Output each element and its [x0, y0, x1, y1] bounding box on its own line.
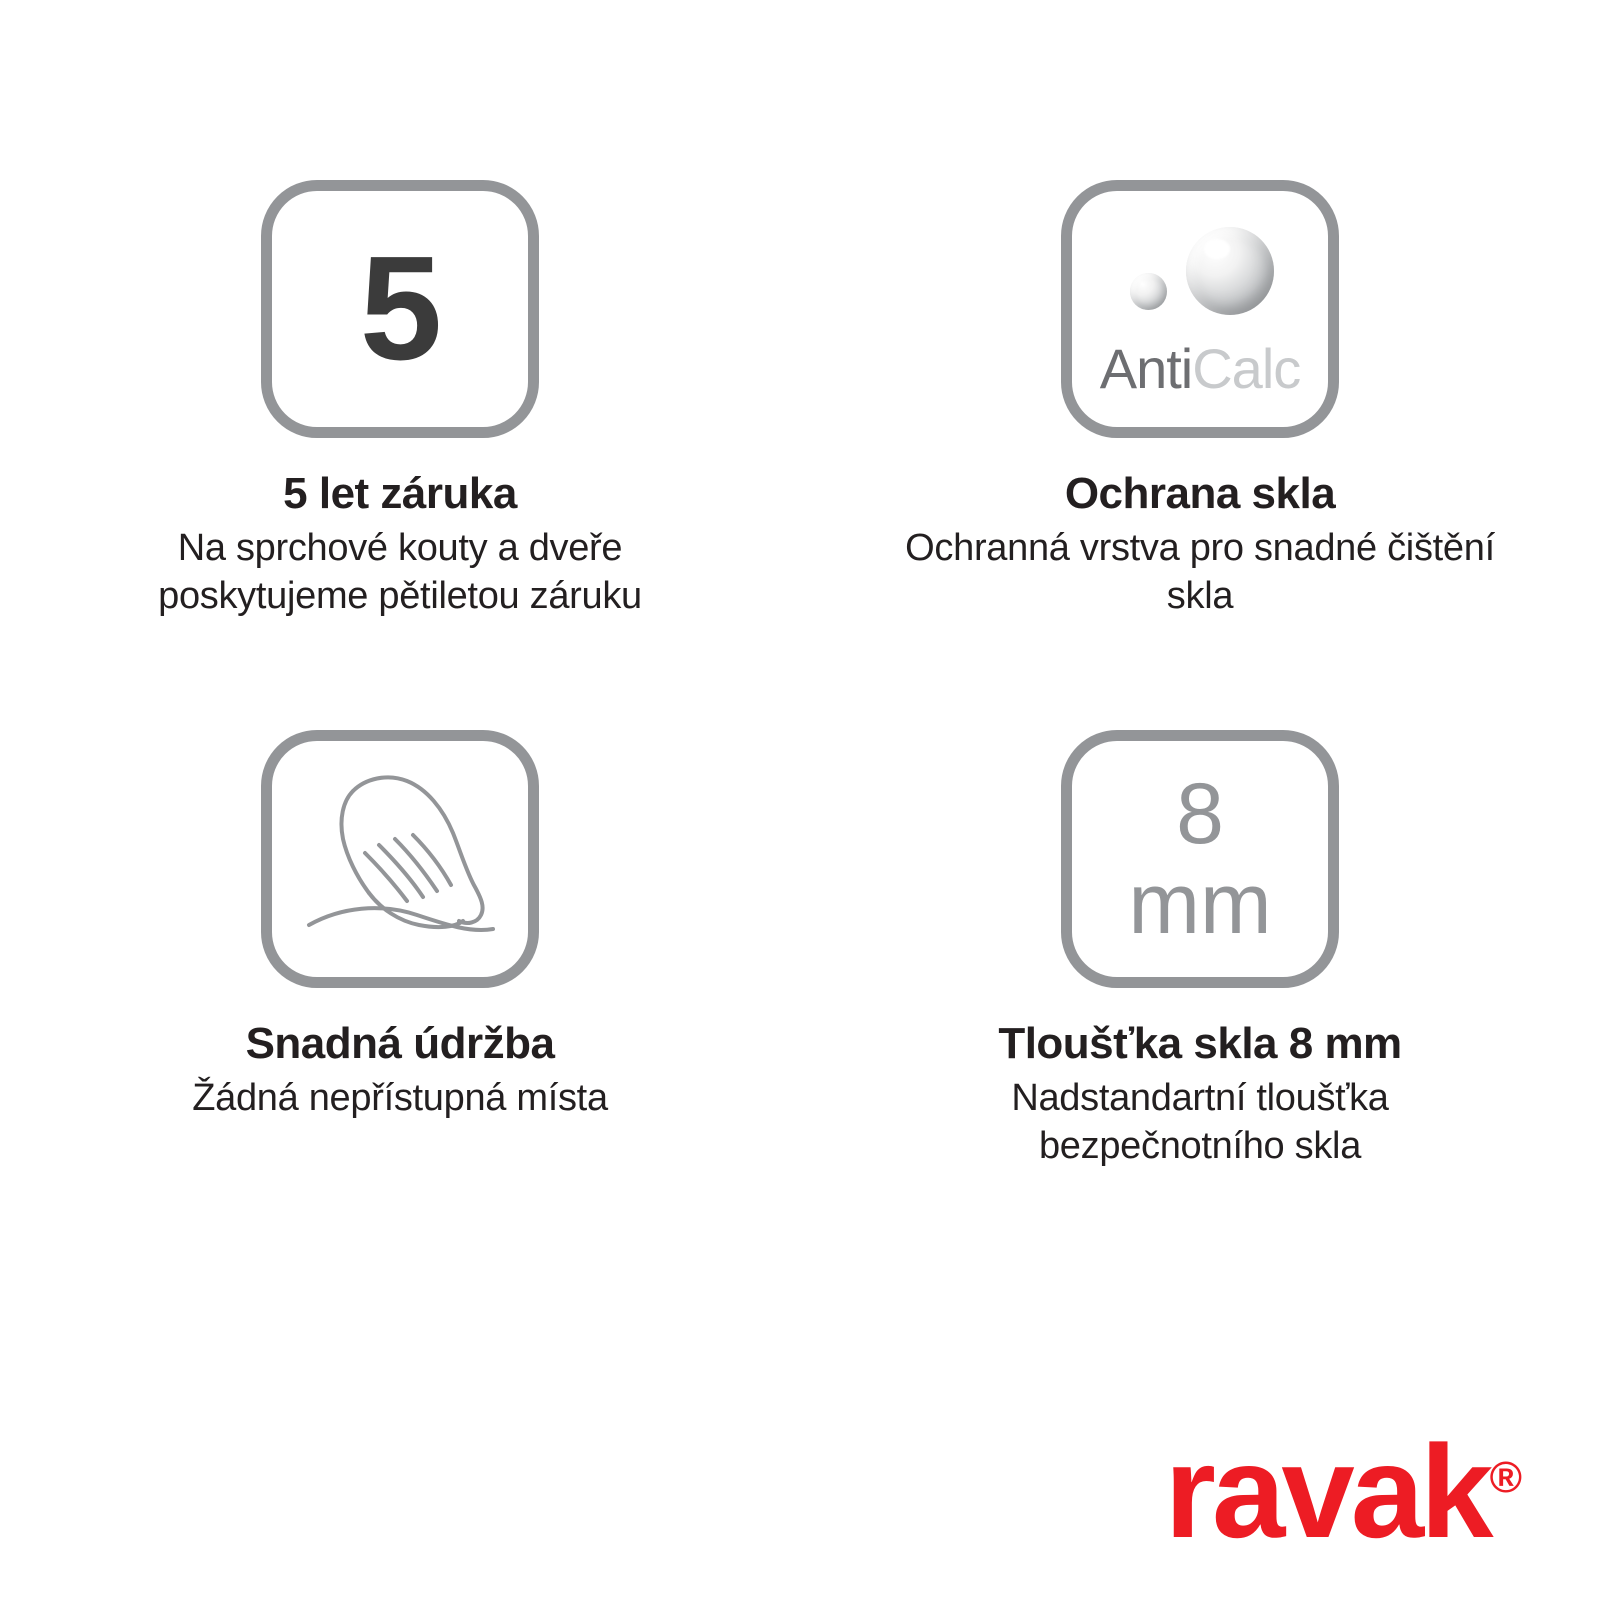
- feature-title: 5 let záruka: [283, 469, 517, 518]
- droplet-large-icon: [1186, 227, 1274, 315]
- thickness-unit: mm: [1128, 856, 1272, 952]
- droplet-small-icon: [1130, 273, 1167, 310]
- feature-glass-protection: [800, 0, 1600, 690]
- thickness-value: 8: [1176, 766, 1224, 862]
- brand-name: ravak: [1164, 1418, 1490, 1565]
- feature-description: Žádná nepřístupná místa: [192, 1076, 608, 1119]
- thickness-icon-content: [1128, 766, 1272, 952]
- anticalc-bubbles-icon: [1061, 180, 1339, 438]
- feature-description: Nadstandartní tloušťka bezpečnotního skla: [1011, 1076, 1389, 1168]
- feature-title: Snadná údržba: [245, 1019, 555, 1068]
- hand-icon-graphic: [295, 757, 505, 962]
- feature-easy-maintenance: [0, 690, 800, 1380]
- hand-wiping-surface-icon: [261, 730, 539, 988]
- feature-title: Tloušťka skla 8 mm: [998, 1019, 1402, 1068]
- glass-thickness-8mm-icon: [1061, 730, 1339, 988]
- anticalc-calc-text: Calc: [1192, 337, 1301, 400]
- feature-description: Ochranná vrstva pro snadné čištění skla: [905, 526, 1495, 618]
- feature-description: Na sprchové kouty a dveře poskytujeme pětiletou záruku: [158, 526, 642, 618]
- feature-warranty: [0, 0, 800, 690]
- water-droplets-icon: [1100, 225, 1300, 330]
- anticalc-wordmark: [1100, 336, 1301, 401]
- registered-trademark-icon: ®: [1489, 1453, 1522, 1502]
- ravak-logo: [1164, 1418, 1522, 1565]
- number-5-glyph: 5: [359, 226, 441, 391]
- feature-title: Ochrana skla: [1064, 469, 1336, 518]
- feature-glass-thickness: [800, 690, 1600, 1380]
- number-5-icon: [261, 180, 539, 438]
- anticalc-icon-content: [1072, 191, 1328, 427]
- anticalc-anti-text: Anti: [1099, 337, 1193, 400]
